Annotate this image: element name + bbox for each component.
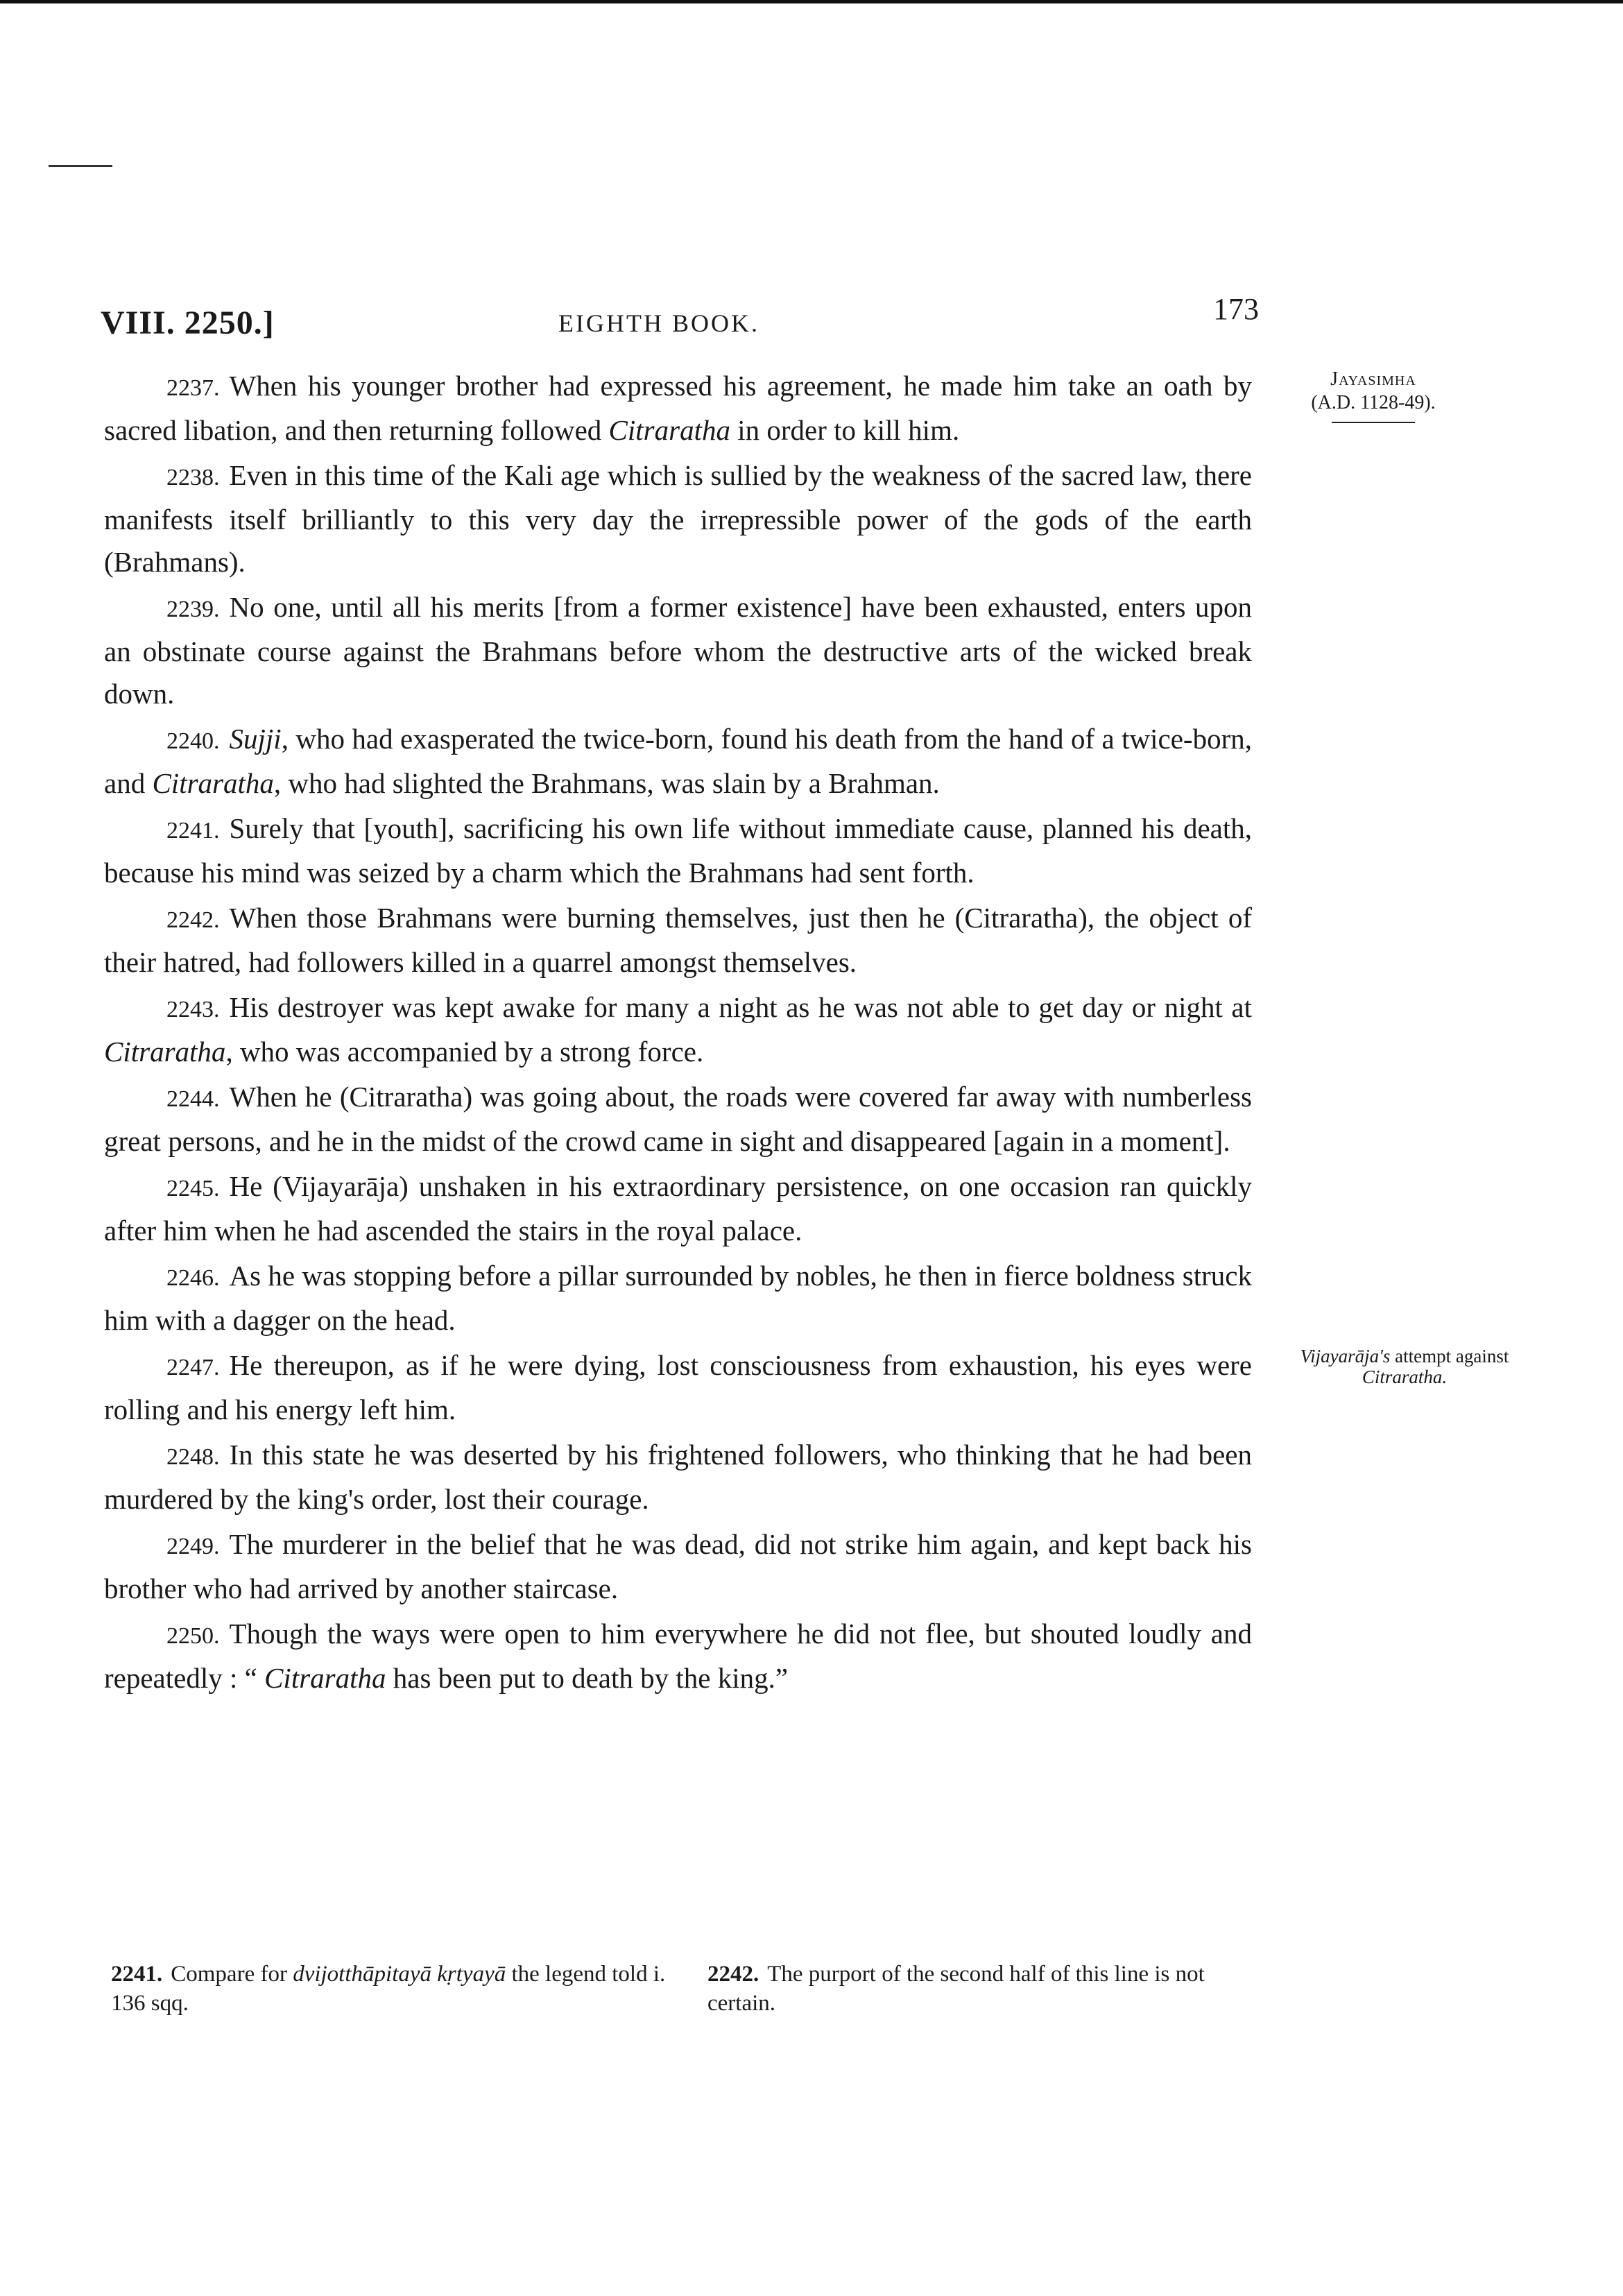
verse-text: Surely that [youth], sacrificing his own life without immediate cause, planned his death, because his mind was seized by a charm which the Brahmans had sent forth. xyxy=(104,812,1252,889)
verse-text: Even in this time of the Kali age which is sullied by the weakness of the sacred law, there manifests itself brilliantly to this very day the irrepressible power of the gods of the earth (Brahmans). xyxy=(104,459,1252,578)
verse-number: 2239. xyxy=(166,597,220,622)
verse-number: 2238. xyxy=(166,465,220,490)
verse-text: No one, until all his merits [from a former existence] have been exhausted, enters upon an obstinate course against the Brahmans before whom the destructive arts of the wicked break down. xyxy=(104,591,1252,710)
footnote-text: Compare for xyxy=(171,1962,293,1987)
header-book-title: EIGHTH BOOK. xyxy=(558,309,759,337)
sidenote-ruler-name: Jayasimha xyxy=(1330,368,1416,390)
verse-text: He (Vijayarāja) unshaken in his extraordinary persistence, on one occasion ran quickly after him when he had ascended the stairs in the royal palace. xyxy=(104,1170,1252,1246)
verse-text: has been put to death by the king.” xyxy=(386,1662,789,1694)
verse-number: 2249. xyxy=(166,1534,220,1559)
verse-2248 xyxy=(104,1434,1252,1520)
footnote-number: 2241. xyxy=(111,1962,163,1987)
sidenote-attempt-text: attempt against xyxy=(1390,1346,1509,1367)
verse-text: , who had exasperated the twice-born, found his death from the hand of a twice-born, and xyxy=(104,723,1252,799)
verse-italic: Citraratha xyxy=(104,1036,226,1068)
verse-text: When he (Citraratha) was going about, the roads were covered far away with numberless great persons, and he in the midst of the crowd came in sight and disappeared [again in a moment]. xyxy=(104,1081,1252,1157)
verse-number: 2237. xyxy=(166,375,220,401)
verse-italic: Sujji xyxy=(229,723,282,755)
verse-2245 xyxy=(104,1165,1252,1252)
footnote-text: the legend told i. 136 sqq. xyxy=(111,1962,666,2016)
verse-italic: Citraratha xyxy=(152,767,274,799)
verse-text: , who had slighted the Brahmans, was slain by a Brahman. xyxy=(273,767,940,799)
footnote-2242 xyxy=(707,1960,1276,2018)
scan-top-edge xyxy=(0,0,1623,3)
verse-text: In this state he was deserted by his frightened followers, who thinking that he had been murdered by the king's order, lost their courage. xyxy=(104,1439,1252,1515)
margin-mark xyxy=(49,165,112,167)
verse-text: As he was stopping before a pillar surrounded by nobles, he then in fierce boldness struck him with a dagger on the head. xyxy=(104,1260,1252,1336)
verse-number: 2250. xyxy=(166,1623,220,1649)
verse-number: 2242. xyxy=(166,907,220,933)
verse-italic: Citraratha xyxy=(608,414,730,446)
verse-2242 xyxy=(104,897,1252,984)
verse-number: 2240. xyxy=(166,728,220,754)
sidenote-attempt-name: Vijayarāja's xyxy=(1300,1346,1391,1367)
header-section-ref: VIII. 2250.] xyxy=(101,305,275,341)
verse-2244 xyxy=(104,1076,1252,1163)
verse-2241 xyxy=(104,807,1252,894)
verse-number: 2248. xyxy=(166,1444,220,1470)
verse-body xyxy=(104,365,1252,1702)
verse-number: 2244. xyxy=(166,1086,220,1112)
verse-number: 2241. xyxy=(166,818,220,843)
verse-2240 xyxy=(104,718,1252,805)
verse-text: The murderer in the belief that he was dead, did not strike him again, and kept back his brother who had arrived by another staircase. xyxy=(104,1528,1252,1604)
page-number: 173 xyxy=(1213,292,1259,326)
verse-2250 xyxy=(104,1613,1252,1699)
verse-text: When those Brahmans were burning themselves, just then he (Citraratha), the object of their hatred, had followers killed in a quarrel amongst themselves. xyxy=(104,902,1252,978)
footnote-italic: dvijotthāpitayā kṛtyayā xyxy=(293,1962,506,1987)
verse-text: , who was accompanied by a strong force. xyxy=(225,1036,704,1068)
sidenote-ruler xyxy=(1283,368,1463,423)
verse-text: in order to kill him. xyxy=(730,414,960,446)
footnote-text: The purport of the second half of this line is not certain. xyxy=(707,1962,1205,2016)
verse-text: He thereupon, as if he were dying, lost consciousness from exhaustion, his eyes were rolling and his energy left him. xyxy=(104,1349,1252,1425)
verse-text: His destroyer was kept awake for many a night as he was not able to get day or night at xyxy=(229,991,1252,1023)
verse-number: 2245. xyxy=(166,1176,220,1201)
verse-2243 xyxy=(104,986,1252,1073)
running-header xyxy=(101,291,1259,340)
footnote-number: 2242. xyxy=(707,1962,759,1987)
sidenote-attempt-target: Citraratha. xyxy=(1362,1367,1448,1387)
verse-number: 2246. xyxy=(166,1265,220,1291)
verse-2237 xyxy=(104,365,1252,452)
sidenote-rule xyxy=(1332,422,1415,423)
verse-text: When his younger brother had expressed his agreement, he made him take an oath by sacred libation, and then returning followed xyxy=(104,370,1252,446)
verse-text: Though the ways were open to him everywhere he did not flee, but shouted loudly and repeatedly : “ xyxy=(104,1618,1252,1694)
verse-2246 xyxy=(104,1255,1252,1342)
verse-2238 xyxy=(104,454,1252,583)
verse-2247 xyxy=(104,1344,1252,1431)
verse-number: 2247. xyxy=(166,1355,220,1380)
verse-number: 2243. xyxy=(166,997,220,1022)
sidenote-ruler-dates: (A.D. 1128-49). xyxy=(1311,392,1436,413)
sidenote-attempt xyxy=(1290,1346,1519,1387)
verse-2249 xyxy=(104,1523,1252,1610)
verse-2239 xyxy=(104,586,1252,715)
verse-italic: Citraratha xyxy=(264,1662,386,1694)
footnote-2241 xyxy=(111,1960,680,2018)
